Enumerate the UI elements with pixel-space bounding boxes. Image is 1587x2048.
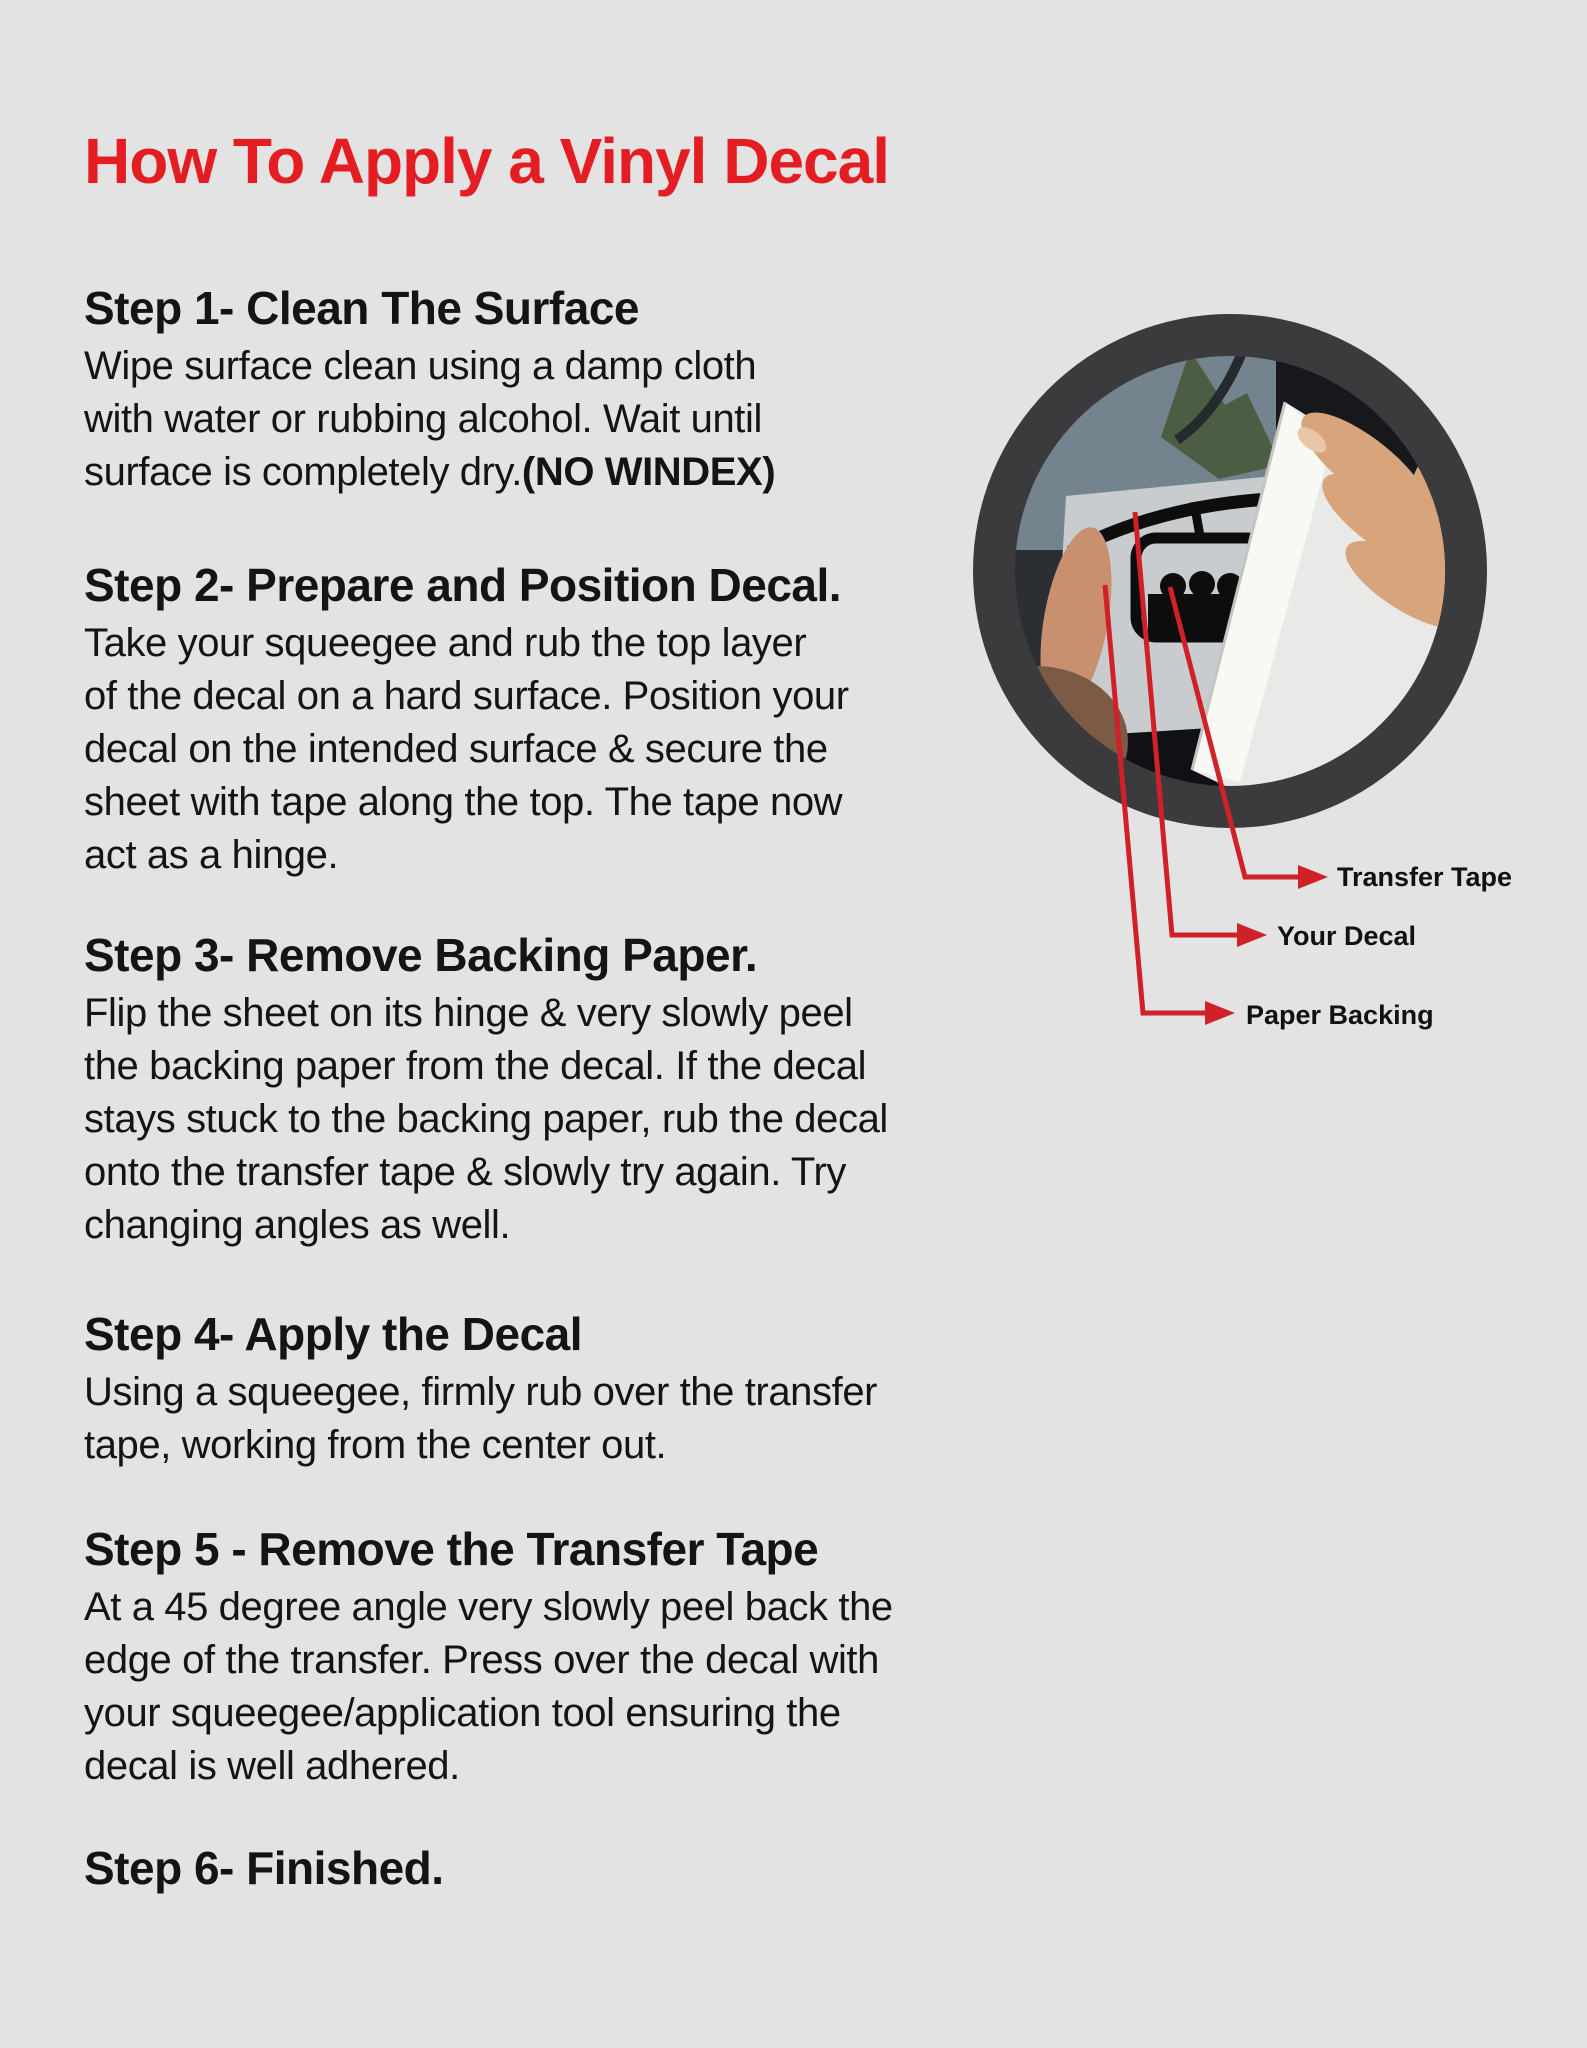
decal-layers-diagram (940, 290, 1587, 1070)
step-5-text-line: At a 45 degree angle very slowly peel back the (84, 1585, 893, 1629)
arrowhead-icon (1237, 923, 1267, 947)
step-2-text-line: sheet with tape along the top. The tape now (84, 780, 843, 824)
label-your-decal: Your Decal (1277, 921, 1417, 951)
step-2-heading: Step 2- Prepare and Position Decal. (84, 559, 842, 611)
step-1-text-line: Wipe surface clean using a damp cloth (84, 344, 757, 388)
page-title: How To Apply a Vinyl Decal (84, 125, 889, 197)
step-4-text-line: Using a squeegee, firmly rub over the transfer (84, 1370, 878, 1414)
no-windex-warning: (NO WINDEX) (521, 450, 776, 494)
step-1-section (84, 282, 776, 499)
step-3-text-line: Flip the sheet on its hinge & very slowly peel (84, 991, 853, 1035)
step-5-text-line: edge of the transfer. Press over the decal with (84, 1638, 879, 1682)
arrowhead-icon (1205, 1001, 1235, 1025)
label-paper-backing: Paper Backing (1246, 1000, 1434, 1030)
step-1-text-line (84, 446, 775, 499)
step-2-text-line: act as a hinge. (84, 833, 339, 877)
label-transfer-tape: Transfer Tape (1337, 862, 1513, 892)
step-5-heading: Step 5 - Remove the Transfer Tape (84, 1523, 819, 1575)
step-5-section (84, 1523, 893, 1793)
step-2-text-line: decal on the intended surface & secure the (84, 727, 828, 771)
step-1-heading: Step 1- Clean The Surface (84, 282, 639, 334)
step-4-heading: Step 4- Apply the Decal (84, 1308, 583, 1360)
step-3-text-line: stays stuck to the backing paper, rub the decal (84, 1097, 888, 1141)
step-1-text: surface is completely dry. (84, 450, 522, 494)
step-3-text-line: onto the transfer tape & slowly try again. Try (84, 1150, 846, 1194)
step-1-text-line: with water or rubbing alcohol. Wait until (84, 397, 762, 441)
step-2-text-line: of the decal on a hard surface. Position your (84, 674, 849, 718)
step-6-heading: Step 6- Finished. (84, 1842, 444, 1894)
arrowhead-icon (1298, 865, 1328, 889)
step-6-section (84, 1842, 444, 1900)
step-3-text-line: changing angles as well. (84, 1203, 511, 1247)
step-3-heading: Step 3- Remove Backing Paper. (84, 929, 758, 981)
step-2-section (84, 559, 849, 882)
step-4-section (84, 1308, 878, 1472)
step-3-text-line: the backing paper from the decal. If the decal (84, 1044, 867, 1088)
step-5-text-line: your squeegee/application tool ensuring the (84, 1691, 841, 1735)
step-2-text-line: Take your squeegee and rub the top layer (84, 621, 807, 665)
step-5-text-line: decal is well adhered. (84, 1744, 460, 1788)
step-4-text-line: tape, working from the center out. (84, 1423, 667, 1467)
step-3-section (84, 929, 888, 1252)
